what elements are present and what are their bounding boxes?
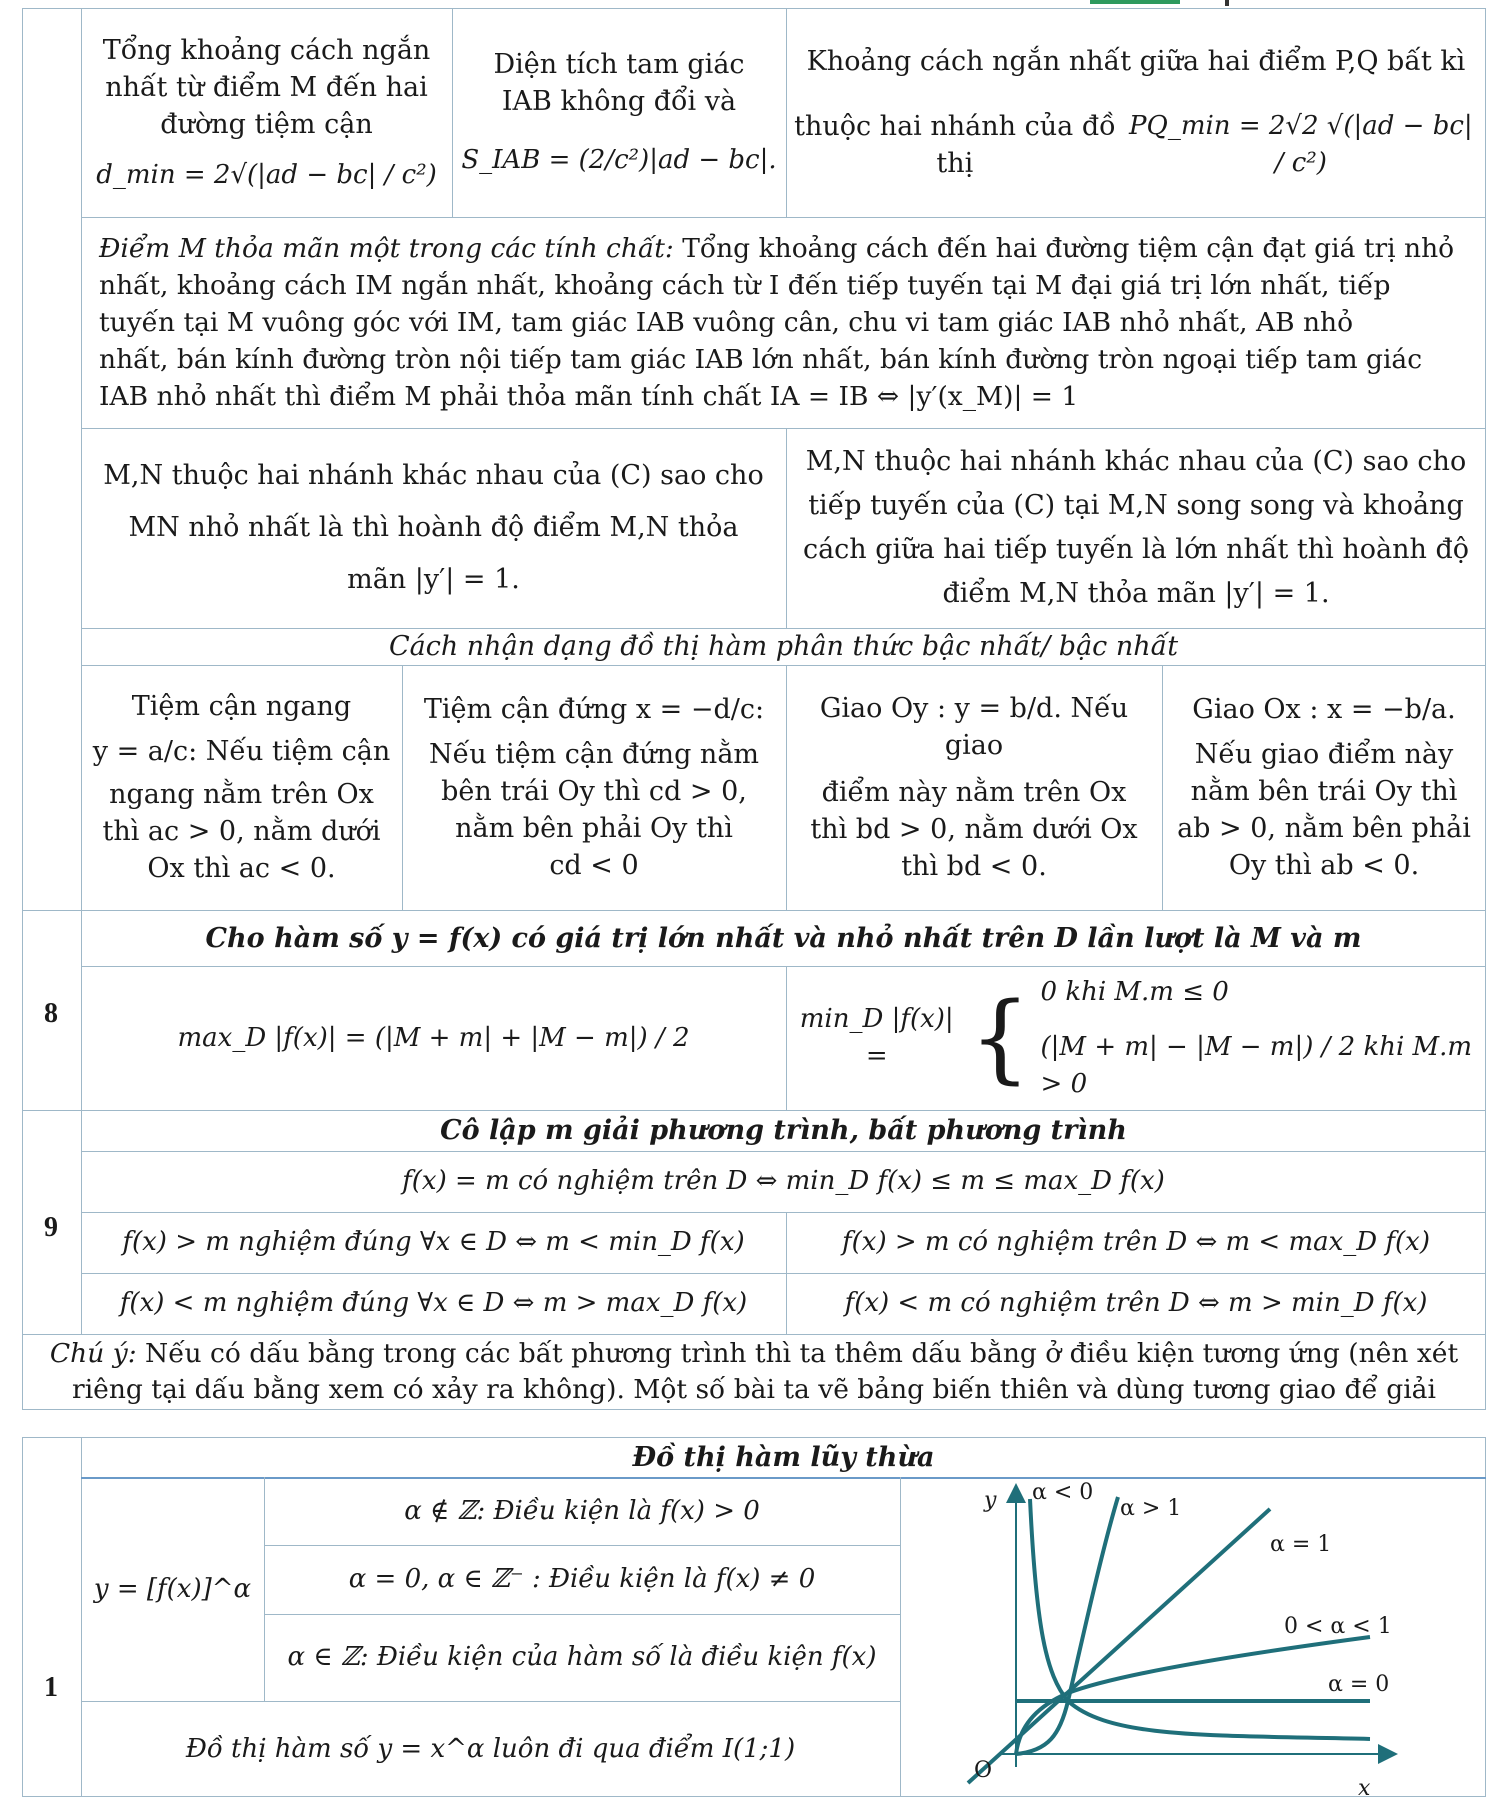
min-distance-cell [81, 8, 452, 217]
top-green-mark [1090, 0, 1180, 4]
horizontal-asymptote-cell [81, 665, 402, 910]
x-axis-label: x [1358, 1776, 1371, 1801]
max-abs-formula: max_D |f(x)| = (|M + m| + |M − m|) / 2 [177, 1022, 690, 1053]
label-alpha-zero: α = 0 [1328, 1672, 1390, 1697]
text-line: tuyến tại M vuông góc với IM, tam giác IAB vuông cân, chu vi tam giác IAB nhỏ nhất, AB nhỏ [99, 307, 1354, 338]
text-line: thuộc hai nhánh của đồ thị [794, 111, 1116, 179]
piecewise-cases [1041, 974, 1478, 1103]
text-line: nhất từ điểm M đến hai [105, 71, 428, 103]
vertical-asymptote-cell [402, 665, 786, 910]
passes-through-point: Đồ thị hàm số y = x^α luôn đi qua điểm I(1;1) [185, 1733, 796, 1764]
power-graph-header: Đồ thị hàm lũy thừa [632, 1441, 935, 1473]
power-function-formula: y = [f(x)]^α [93, 1573, 252, 1604]
text-line: M,N thuộc hai nhánh khác nhau của (C) sao cho [805, 446, 1467, 477]
text-line: điểm M,N thỏa mãn |y′| = 1. [942, 578, 1330, 609]
text-line: thì ac > 0, nằm dưới [102, 816, 381, 847]
top-dash-mark [1225, 0, 1229, 6]
formula: S_IAB = (2/c²)|ad − bc|. [461, 145, 777, 175]
text-line: đường tiệm cận [160, 108, 373, 140]
text-line: mãn |y′| = 1. [347, 564, 520, 595]
text-line: tiếp tuyến của (C) tại M,N song song và khoảng [808, 490, 1464, 521]
text-line: Khoảng cách ngắn nhất giữa hai điểm P,Q bất kì [806, 46, 1466, 77]
section-header-recognition: Cách nhận dạng đồ thị hàm phân thức bậc nhất/ bậc nhất [388, 631, 1179, 662]
text-line [794, 108, 1478, 182]
inequality-condition: f(x) > m nghiệm đúng ∀x ∈ D ⇔ m < min_D f(x) [122, 1227, 745, 1257]
condition-non-integer: α ∉ ℤ: Điều kiện là f(x) > 0 [404, 1495, 760, 1526]
origin-label: O [974, 1758, 993, 1783]
triangle-area-cell [452, 8, 786, 217]
equation-condition: f(x) = m có nghiệm trên D ⇔ min_D f(x) ≤ m ≤ max_D f(x) [402, 1166, 1165, 1196]
condition-positive-integer: α ∈ ℤ: Điều kiện của hàm số là điều kiện f(x) [287, 1642, 877, 1672]
max-min-header: Cho hàm số y = f(x) có giá trị lớn nhất và nhỏ nhất trên D lần lượt là M và m [205, 922, 1362, 954]
text-line [99, 230, 1454, 267]
ox-intersection-cell [1162, 665, 1486, 910]
case-line: (|M + m| − |M − m|) / 2 khi M.m > 0 [1040, 1031, 1473, 1099]
formula-prefix: min_D |f(x)| = [799, 1004, 954, 1071]
formula: PQ_min = 2√2 √(|ad − bc| / c²) [1129, 111, 1473, 178]
min-abs-formula [786, 966, 1486, 1110]
inequality-condition: f(x) < m có nghiệm trên D ⇔ m > min_D f(x) [844, 1288, 1428, 1318]
text-line: riêng tại dấu bằng xem có xảy ra không). Một số bài ta vẽ bảng biến thiên và dùng tương giao để giải [72, 1374, 1436, 1405]
text-line: IAB nhỏ nhất thì điểm M phải thỏa mãn tính chất IA = IB ⇔ |y′(x_M)| = 1 [99, 381, 1079, 412]
text-line: Tổng khoảng cách ngắn [102, 34, 431, 66]
row-number: 1 [44, 1672, 58, 1703]
inequality-condition: f(x) < m nghiệm đúng ∀x ∈ D ⇔ m > max_D f(x) [119, 1288, 748, 1318]
row-number: 9 [44, 1212, 58, 1243]
y-axis-label: y [984, 1488, 997, 1513]
text-line: y = a/c: Nếu tiệm cận [92, 736, 391, 767]
text-line: thì bd < 0. [901, 851, 1047, 882]
note-block [22, 1334, 1486, 1410]
text-line: nằm bên trái Oy thì [1190, 776, 1458, 807]
note-lead: Chú ý: [49, 1338, 137, 1369]
text-line: ab > 0, nằm bên phải [1177, 813, 1471, 844]
text-line: Giao Oy : y = b/d. Nếu giao [819, 693, 1129, 761]
text-line: nhất, bán kính đường tròn nội tiếp tam giác IAB lớn nhất, bán kính đường tròn ngoại tiếp tam giác [99, 344, 1423, 375]
isolate-m-header: Cô lập m giải phương trình, bất phương trình [440, 1115, 1127, 1146]
divider [900, 1477, 901, 1797]
inequality-condition: f(x) > m có nghiệm trên D ⇔ m < max_D f(x) [842, 1227, 1430, 1257]
row-number: 8 [44, 998, 58, 1029]
curly-brace: { [969, 982, 1031, 1094]
text-line [50, 1336, 1458, 1372]
label-alpha-one: α = 1 [1270, 1532, 1332, 1557]
text-line: Giao Ox : x = −b/a. [1192, 694, 1456, 725]
label-alpha-gt-one: α > 1 [1120, 1496, 1182, 1521]
text-line: M,N thuộc hai nhánh khác nhau của (C) sao cho [103, 460, 764, 491]
text-line: nhất, khoảng cách IM ngắn nhất, khoảng cách từ I đến tiếp tuyến tại M đại giá trị lớn nhất, tiếp [99, 270, 1391, 301]
text-line: bên trái Oy thì cd > 0, [441, 776, 747, 807]
point-m-properties [81, 217, 1486, 428]
text-line: Tiệm cận ngang [131, 691, 352, 722]
formula: d_min = 2√(|ad − bc| / c²) [96, 159, 437, 190]
text-line: Nếu tiệm cận đứng nằm [428, 739, 760, 770]
text-line: cd < 0 [549, 850, 639, 881]
pq-distance-cell [786, 8, 1486, 217]
note-lead: Điểm M thỏa mãn một trong các tính chất: [99, 233, 674, 264]
text-line: Tiệm cận đứng x = −d/c: [423, 694, 765, 725]
text-line: Nếu giao điểm này [1194, 739, 1454, 770]
text-line: Diện tích tam giác [493, 49, 745, 80]
text-line: điểm này nằm trên Ox [821, 777, 1127, 808]
text-line: nằm bên phải Oy thì [455, 813, 733, 844]
text-line: Ox thì ac < 0. [147, 853, 336, 884]
condition-negative-integer: α = 0, α ∈ ℤ⁻ : Điều kiện là f(x) ≠ 0 [348, 1564, 816, 1594]
text-line: Tổng khoảng cách đến hai đường tiệm cận đạt giá trị nhỏ [673, 233, 1455, 264]
oy-intersection-cell [786, 665, 1162, 910]
mn-tangent-cell [786, 428, 1486, 628]
text-line: thì bd > 0, nằm dưới Ox [810, 814, 1138, 845]
text-line: ngang nằm trên Ox [109, 779, 374, 810]
label-alpha-negative: α < 0 [1032, 1480, 1094, 1505]
case-line: 0 khi M.m ≤ 0 [1040, 976, 1229, 1007]
text-line: Nếu có dấu bằng trong các bất phương trình thì ta thêm dấu bằng ở điều kiện tương ứng (nên xét [136, 1338, 1459, 1369]
label-alpha-fraction: 0 < α < 1 [1284, 1614, 1392, 1639]
power-function-graph [950, 1477, 1410, 1801]
text-line: IAB không đổi và [501, 86, 737, 117]
text-line: Oy thì ab < 0. [1228, 850, 1420, 881]
text-line: MN nhỏ nhất là thì hoành độ điểm M,N thỏa [128, 512, 739, 543]
curve-alpha-one [968, 1509, 1270, 1783]
text-line: cách giữa hai tiếp tuyến là lớn nhất thì hoành độ [802, 534, 1470, 565]
mn-min-cell [81, 428, 786, 628]
